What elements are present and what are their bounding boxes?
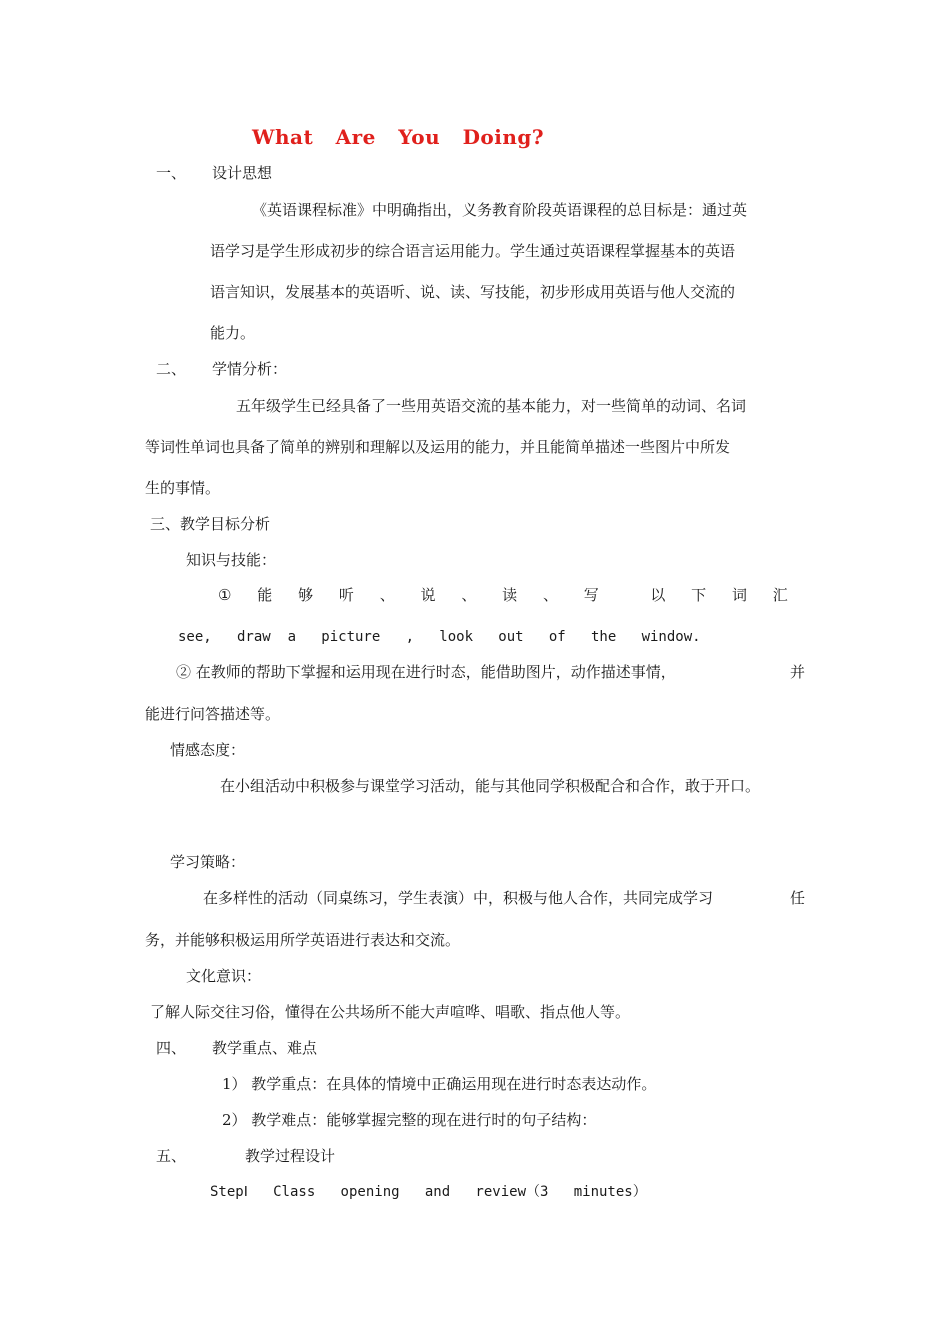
spread-char: 够 <box>298 586 314 604</box>
section5-number: 五、 <box>156 1147 187 1165</box>
key-point: 1） 教学重点：在具体的情境中正确运用现在进行时态表达动作。 <box>222 1075 657 1093</box>
knowledge-item-1 <box>218 585 788 605</box>
document-title: What Are You Doing? <box>252 125 545 149</box>
section1-number: 一、 <box>156 164 187 182</box>
attitude-text: 在小组活动中积极参与课堂学习活动，能与其他同学积极配合和合作，敢于开口。 <box>220 777 761 795</box>
spread-char: 、 <box>379 586 395 604</box>
spread-char: 汇 <box>772 586 788 604</box>
knowledge-item-2-end: 并 <box>790 663 806 681</box>
section2-number: 二、 <box>156 360 187 378</box>
attitude-label: 情感态度： <box>170 741 246 759</box>
spread-char: 以 <box>650 586 666 604</box>
spread-char: 说 <box>420 586 436 604</box>
strategy-text-end: 任 <box>790 889 806 907</box>
strategy-text: 在多样性的活动（同桌练习，学生表演）中，积极与他人合作，共同完成学习 <box>203 889 714 907</box>
section1-line: 语言知识，发展基本的英语听、说、读、写技能，初步形成用英语与他人交流的 <box>210 283 736 301</box>
spread-char: ① <box>218 586 232 604</box>
section4-heading: 教学重点、难点 <box>212 1039 318 1057</box>
spread-char: 、 <box>461 586 477 604</box>
section2-line: 五年级学生已经具备了一些用英语交流的基本能力，对一些简单的动词、名词 <box>236 397 747 415</box>
spread-char: 词 <box>731 586 747 604</box>
step-1: StepⅠ Class opening and review（3 minutes） <box>210 1184 647 1200</box>
section1-line: 语学习是学生形成初步的综合语言运用能力。学生通过英语课程掌握基本的英语 <box>210 242 736 260</box>
spread-char: 能 <box>257 586 273 604</box>
section3-heading: 三、教学目标分析 <box>150 515 271 533</box>
section4-number: 四、 <box>156 1039 187 1057</box>
culture-label: 文化意识： <box>186 967 262 985</box>
difficult-point: 2） 教学难点：能够掌握完整的现在进行时的句子结构： <box>222 1111 597 1129</box>
section1-line: 能力。 <box>210 324 256 342</box>
section2-heading: 学情分析： <box>212 360 288 378</box>
spread-char: 下 <box>691 586 707 604</box>
knowledge-item-2-cont: 能进行问答描述等。 <box>145 705 281 723</box>
section1-heading: 设计思想 <box>212 164 273 182</box>
vocabulary-words: see, draw a picture , look out of the window. <box>178 629 701 645</box>
section1-line: 《英语课程标准》中明确指出，义务教育阶段英语课程的总目标是：通过英 <box>252 201 748 219</box>
spread-char: 读 <box>502 586 518 604</box>
spread-char: 听 <box>338 586 354 604</box>
strategy-text-cont: 务，并能够积极运用所学英语进行表达和交流。 <box>145 931 461 949</box>
knowledge-label: 知识与技能： <box>186 551 277 569</box>
knowledge-item-2: ② 在教师的帮助下掌握和运用现在进行时态，能借助图片，动作描述事情， <box>176 663 676 681</box>
spread-char: 写 <box>583 586 599 604</box>
section2-line: 等词性单词也具备了简单的辨别和理解以及运用的能力，并且能简单描述一些图片中所发 <box>145 438 731 456</box>
culture-text: 了解人际交往习俗，懂得在公共场所不能大声喧哗、唱歌、指点他人等。 <box>150 1003 631 1021</box>
section2-line: 生的事情。 <box>145 479 221 497</box>
strategy-label: 学习策略： <box>170 853 246 871</box>
spread-char: 、 <box>542 586 558 604</box>
section5-heading: 教学过程设计 <box>245 1147 336 1165</box>
